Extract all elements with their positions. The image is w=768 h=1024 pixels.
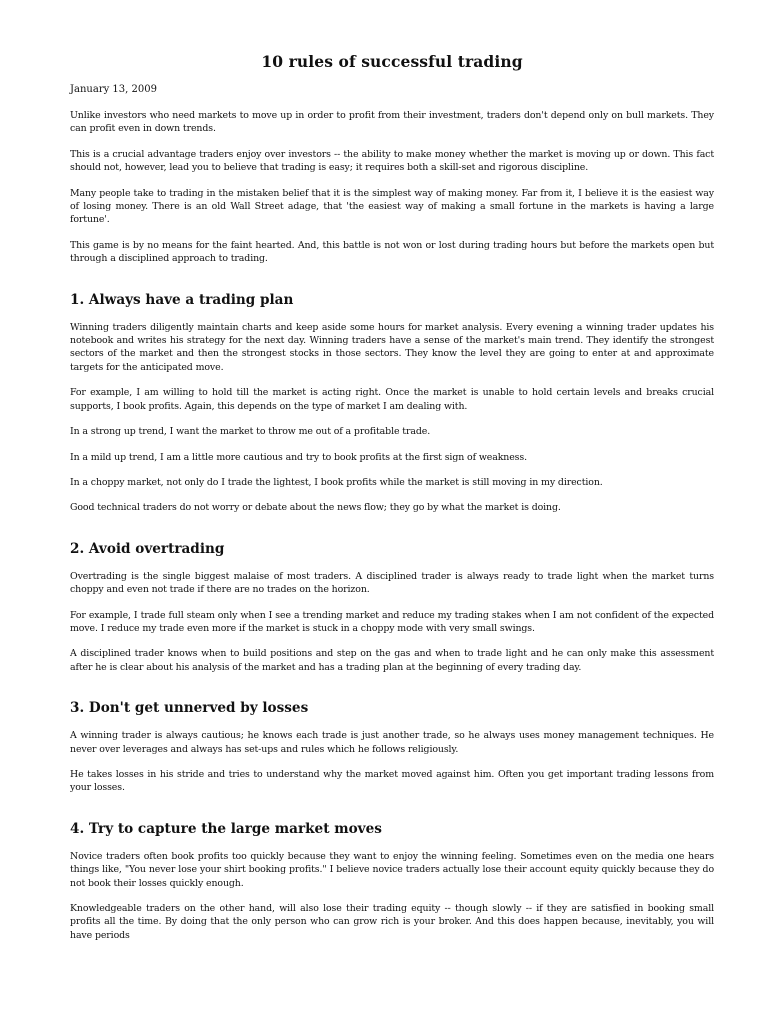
- document-page: [70, 52, 714, 954]
- section-1-paragraph-1: Winning traders diligently maintain charts and keep aside some hours for market analysis. Every evening a winning trader updates his notebook and writes his strategy for the next day. Winning traders have a sense of the market's main trend. They identify the strongest sectors of the market and then the strongest stocks in those sectors. They know the level they are going to enter at and approximate targets for the anticipated move.: [70, 321, 714, 373]
- section-3-heading: 3. Don't get unnerved by losses: [70, 700, 309, 717]
- section-2-paragraph-2: For example, I trade full steam only when I see a trending market and reduce my trading stakes when I am not confident of the expected move. I reduce my trade even more if the market is stuck in a choppy mode with very small swings.: [70, 609, 714, 634]
- section-1-paragraph-2: For example, I am willing to hold till the market is acting right. Once the market is unable to hold certain levels and breaks crucial supports, I book profits. Again, this depends on the type of market I am dealing with.: [70, 387, 714, 412]
- section-2-heading: 2. Avoid overtrading: [70, 540, 225, 557]
- intro-paragraph-3: Many people take to trading in the mistaken belief that it is the simplest way of making money. Far from it, I believe it is the easiest way of losing money. There is an old Wall Street adage, that 'the easiest way of making a small fortune in the markets is having a large fortune'.: [70, 187, 714, 226]
- section-3-paragraph-2: He takes losses in his stride and tries to understand why the market moved against him. Often you get important trading lessons from your losses.: [70, 768, 714, 794]
- section-1-paragraph-6: Good technical traders do not worry or debate about the news flow; they go by what the market is doing.: [70, 502, 561, 514]
- section-4-paragraph-2: Knowledgeable traders on the other hand, will also lose their trading equity -- though slowly -- if they are satisfied in booking small profits all the time. By doing that the only person who can grow rich is your broker. And this does happen because, inevitably, you will have periods: [70, 903, 714, 941]
- section-2-paragraph-3: A disciplined trader knows when to build positions and step on the gas and when to trade light and he can only make this assessment after he is clear about his analysis of the market and has a trading plan at the beginning of every trading day.: [70, 648, 714, 673]
- document-date: January 13, 2009: [70, 84, 157, 95]
- intro-paragraph-1: Unlike investors who need markets to move up in order to profit from their investment, traders don't depend only on bull markets. They can profit even in down trends.: [70, 110, 714, 135]
- section-4-heading: 4. Try to capture the large market moves: [70, 820, 382, 837]
- intro-paragraph-2: This is a crucial advantage traders enjoy over investors -- the ability to make money whether the market is moving up or down. This fact should not, however, lead you to believe that trading is easy; it requires both a skill-set and rigorous discipline.: [70, 148, 714, 174]
- section-1-heading: 1. Always have a trading plan: [70, 291, 294, 308]
- section-2-paragraph-1: Overtrading is the single biggest malaise of most traders. A disciplined trader is always ready to trade light when the market turns choppy and even not trade if there are no trades on the horizon.: [70, 570, 714, 596]
- section-3-paragraph-1: A winning trader is always cautious; he knows each trade is just another trade, so he always uses money management techniques. He never over leverages and always has set-ups and rules which he follows religiously.: [70, 730, 714, 755]
- document-title: 10 rules of successful trading: [261, 52, 523, 71]
- section-1-paragraph-5: In a choppy market, not only do I trade the lightest, I book profits while the market is still moving in my direction.: [70, 476, 603, 488]
- section-1-paragraph-4: In a mild up trend, I am a little more cautious and try to book profits at the first sign of weakness.: [70, 451, 527, 463]
- intro-paragraph-4: This game is by no means for the faint hearted. And, this battle is not won or lost during trading hours but before the markets open but through a disciplined approach to trading.: [70, 239, 714, 265]
- section-4-paragraph-1: Novice traders often book profits too quickly because they want to enjoy the winning feeling. Sometimes even on the media one hears things like, "You never lose your shirt booking profits." I believe novice traders actually lose their account equity quickly because they do not book their losses quickly enough.: [70, 850, 714, 889]
- section-1-paragraph-3: In a strong up trend, I want the market to throw me out of a profitable trade.: [70, 426, 431, 438]
